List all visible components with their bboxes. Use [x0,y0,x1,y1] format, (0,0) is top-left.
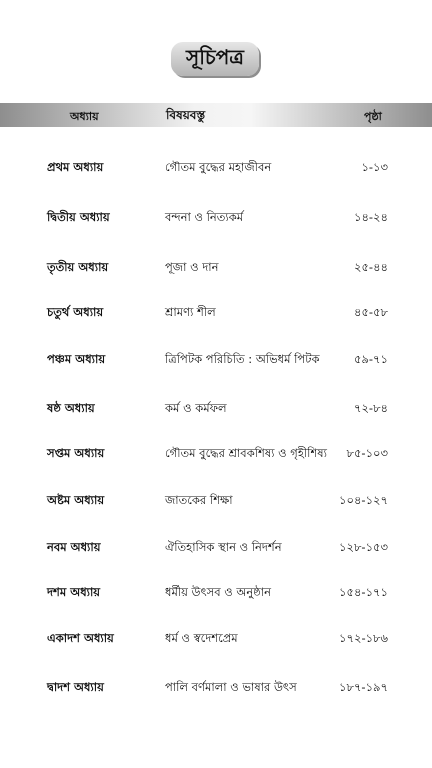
chapter-name: একাদশ অধ্যায় [47,631,114,645]
chapter-subject: ধর্ম ও স্বদেশপ্রেম [165,631,238,645]
table-row [0,535,432,559]
chapter-subject: বন্দনা ও নিত্যকর্ম [165,210,244,224]
page-range: ১-১৩ [361,160,388,174]
table-row [0,347,432,371]
page-range: ১০৪-১২৭ [339,493,388,507]
page-range: ১৫৪-১৭১ [339,585,388,599]
chapter-name: ষষ্ঠ অধ্যায় [47,401,95,415]
chapter-subject: ধর্মীয় উৎসব ও অনুষ্ঠান [165,585,271,599]
chapter-subject: ঐতিহাসিক স্থান ও নিদর্শন [165,540,282,554]
chapter-name: প্রথম অধ্যায় [47,160,104,174]
table-row [0,205,432,229]
chapter-subject: ত্রিপিটক পরিচিতি : অভিধর্ম পিটক [165,352,320,366]
table-row [0,626,432,650]
header-page: পৃষ্ঠা [364,110,382,123]
chapter-name: চতুর্থ অধ্যায় [47,305,104,319]
table-row [0,300,432,324]
chapter-subject: কর্ম ও কর্মফল [165,401,227,415]
chapter-name: তৃতীয় অধ্যায় [47,260,109,274]
page-range: ১৭২-১৮৬ [339,631,388,645]
page-range: ৭২-৮৪ [353,401,388,415]
page-range: ৪৫-৫৮ [354,305,388,319]
table-row [0,580,432,604]
table-row [0,255,432,279]
chapter-name: দ্বিতীয় অধ্যায় [47,210,110,224]
chapter-name: দশম অধ্যায় [47,585,101,599]
chapter-name: অষ্টম অধ্যায় [47,493,105,507]
table-row [0,396,432,420]
chapter-subject: জাতকের শিক্ষা [165,493,233,507]
header-chapter: অধ্যায় [70,110,99,123]
chapter-subject: শ্রামণ্য শীল [165,305,216,319]
table-header [0,103,432,127]
page-range: ৫৯-৭১ [353,352,388,366]
chapter-name: নবম অধ্যায় [47,540,101,554]
chapter-name: পঞ্চম অধ্যায় [47,352,106,366]
page-range: ২৫-৪৪ [353,260,388,274]
page-range: ৮৫-১০৩ [346,446,388,460]
chapter-name: সপ্তম অধ্যায় [47,446,105,460]
chapter-subject: পূজা ও দান [165,260,219,274]
chapter-subject: গৌতম বুদ্ধের মহাজীবন [165,160,272,174]
chapter-name: দ্বাদশ অধ্যায় [47,680,104,694]
page-range: ১২৮-১৫৩ [339,540,388,554]
chapter-subject: পালি বর্ণমালা ও ভাষার উৎস [165,680,297,694]
table-row [0,155,432,179]
page-range: ১৪-২৪ [353,210,388,224]
table-row [0,675,432,699]
table-row [0,488,432,512]
table-row [0,441,432,465]
title-badge [171,42,259,76]
chapter-subject: গৌতম বুদ্ধের শ্রাবকশিষ্য ও গৃহীশিষ্য [165,446,327,460]
page-range: ১৮৭-১৯৭ [339,680,388,694]
header-subject: বিষয়বস্তু [166,108,206,122]
page-title: সূচিপত্র [186,44,244,69]
